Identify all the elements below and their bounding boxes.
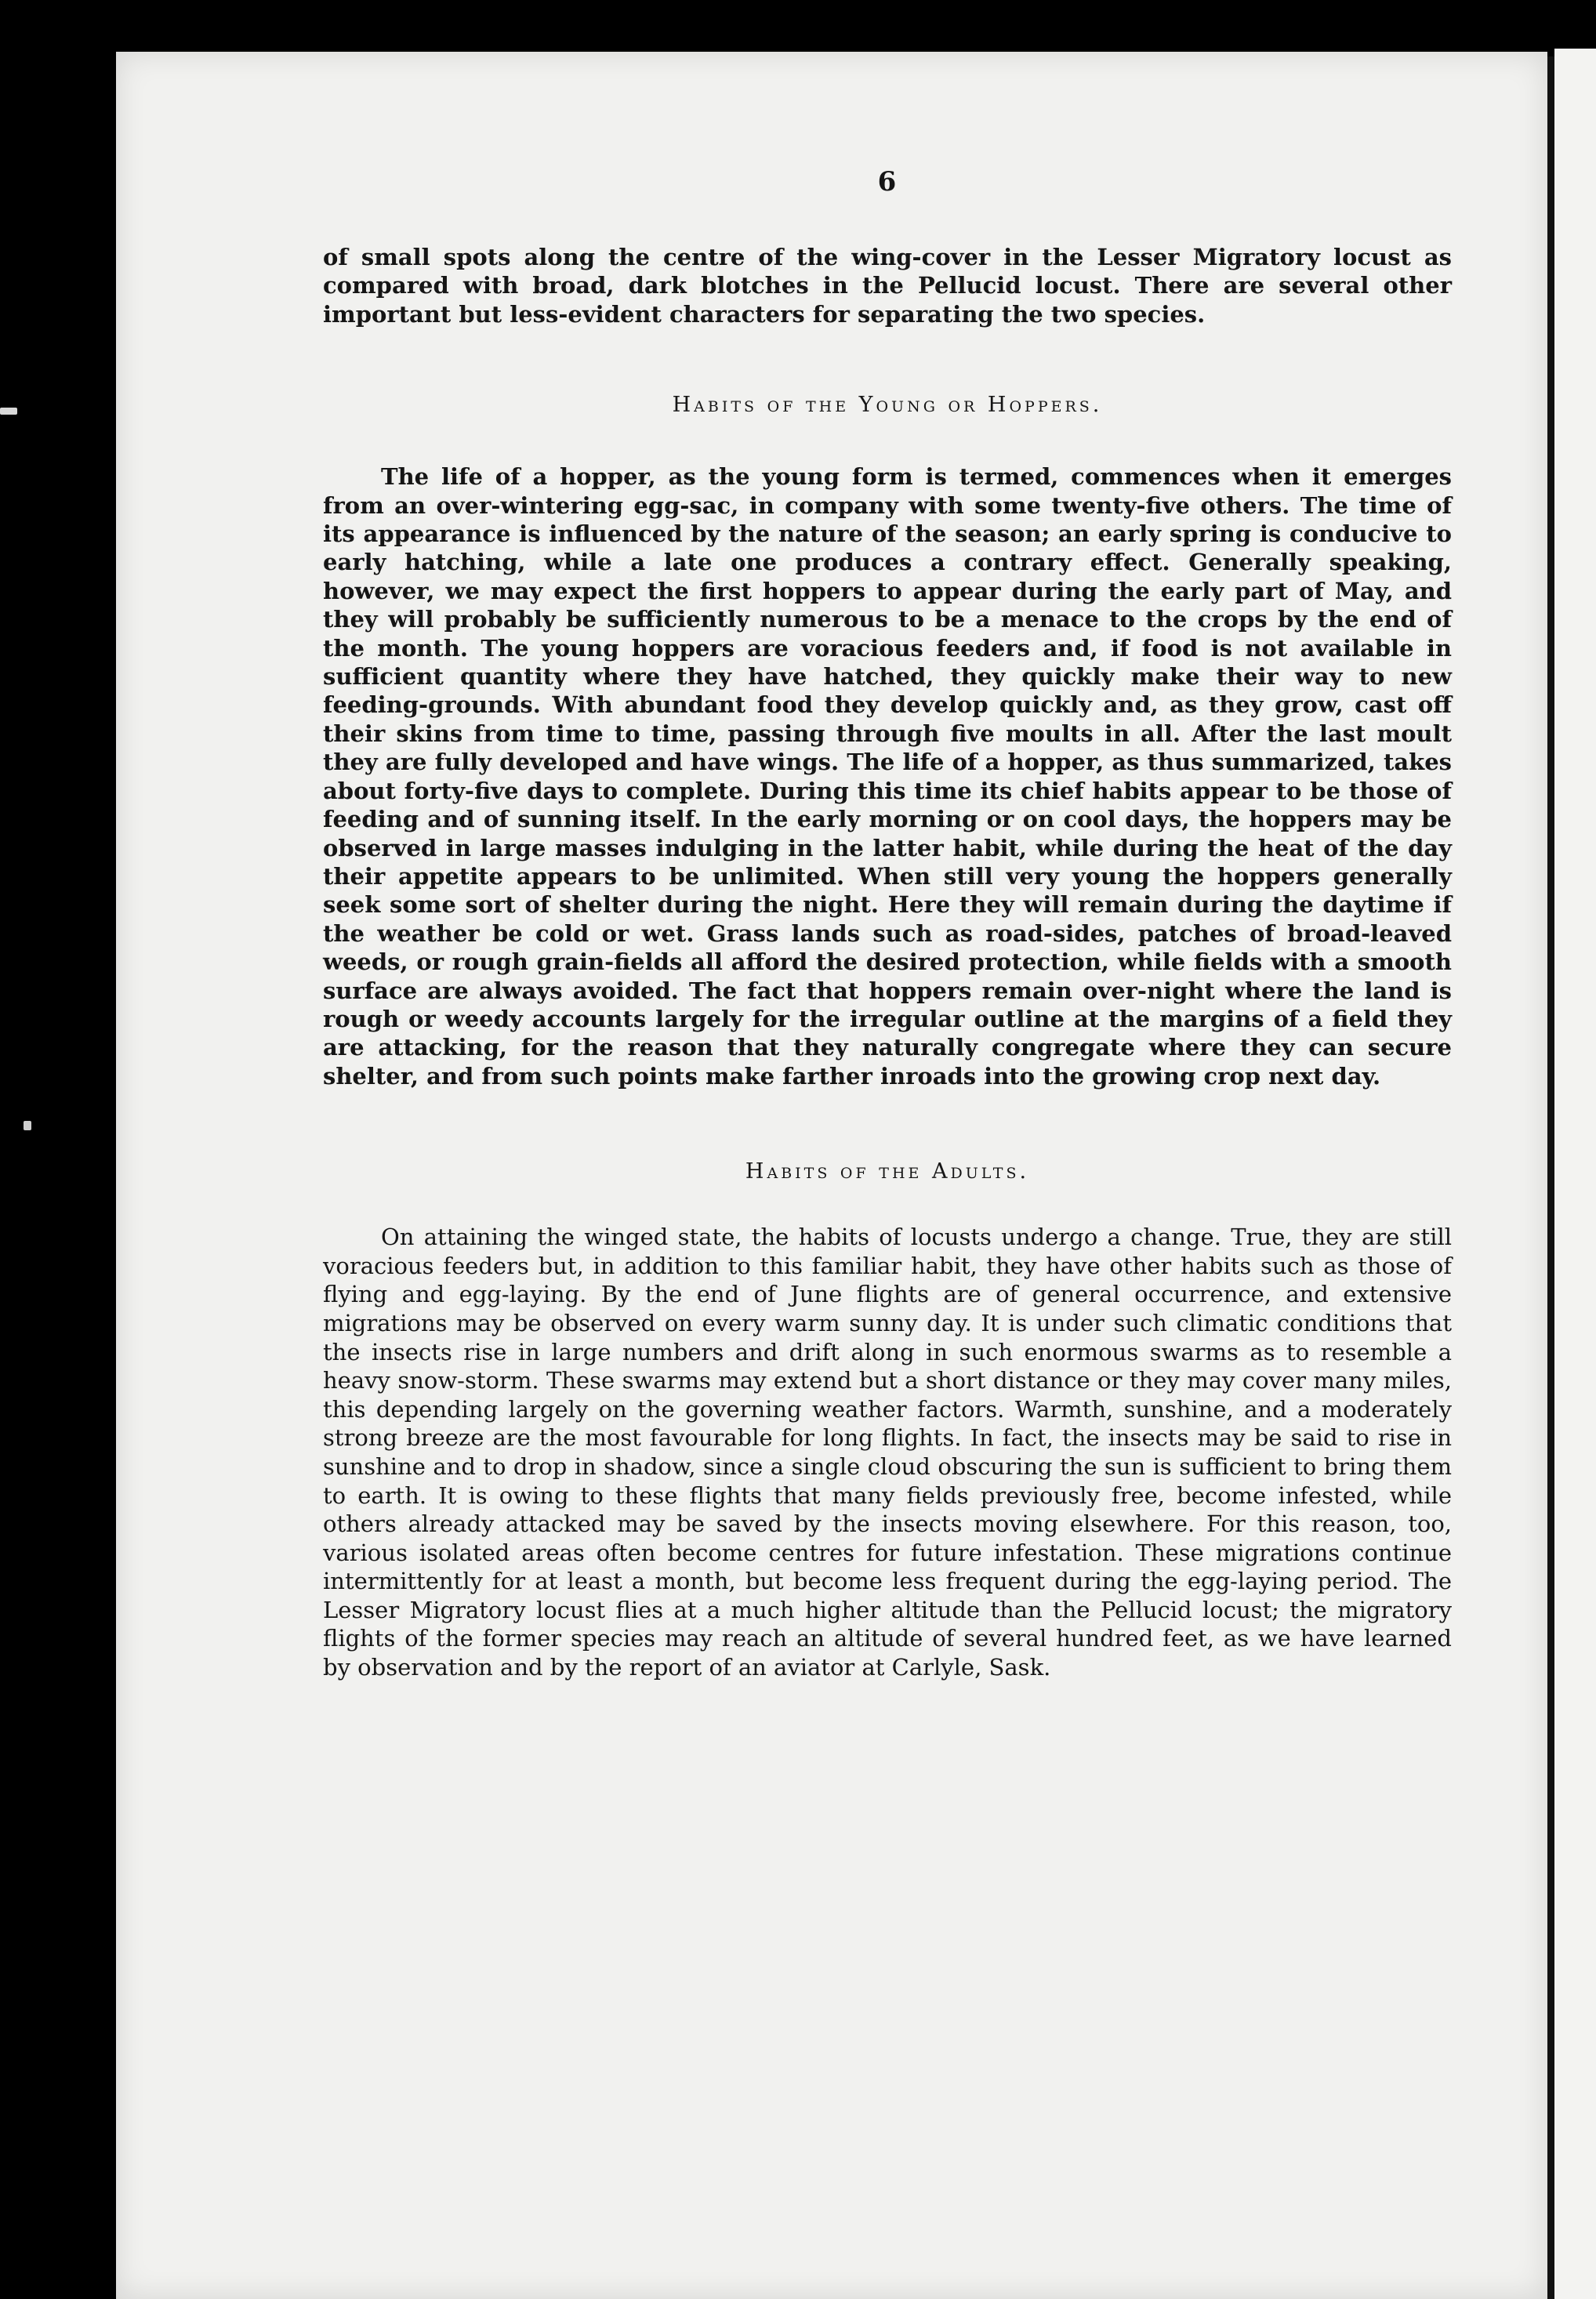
hoppers-paragraph: The life of a hopper, as the young form is termed, commences when it emerges from an over-wintering egg-sac, in company with some twenty-five others. The time of its appearance is influenced by the nature of the season; an early spring is conducive to early hatching, while a late one produces a contrary effect. Generally speaking, however, we may expect the first hoppers to appear during the early part of May, and they will probably be sufficiently numerous to be a menace to the crops by the end of the month. The young hoppers are voracious feeders and, if food is not available in sufficient quantity where they have hatched, they quickly make their way to new feeding-grounds. With abundant food they develop quickly and, as they grow, cast off their skins from time to time, passing through five moults in all. After the last moult they are fully developed and have wings. The life of a hopper, as thus summarized, takes about forty-five days to complete. During this time its chief habits appear to be those of feeding and of sunning itself. In the early morning or on cool days, the hoppers may be observed in large masses indulging in the latter habit, while during the heat of the day their appetite appears to be unlimited. When still very young the hoppers generally seek some sort of shelter during the night. Here they will remain during the daytime if the weather be cold or wet. Grass lands such as road-sides, patches of broad-leaved weeds, or rough grain-fields all afford the desired protection, while fields with a smooth surface are always avoided. The fact that hoppers remain over-night where the land is rough or weedy accounts largely for the irregular outline at the margins of a field they are attacking, for the reason that they naturally congregate where they can secure shelter, and from such points make farther inroads into the growing crop next day. bbox=[323, 463, 1452, 1090]
page-gutter bbox=[1547, 56, 1554, 2299]
page-content bbox=[323, 166, 1452, 1682]
adults-paragraph: On attaining the winged state, the habits of locusts undergo a change. True, they are still voracious feeders but, in addition to this familiar habit, they have other habits such as those of flying and egg-laying. By the end of June flights are of general occurrence, and extensive migrations may be observed on every warm sunny day. It is under such climatic conditions that the insects rise in large numbers and drift along in such enormous swarms as to resemble a heavy snow-storm. These swarms may extend but a short distance or they may cover many miles, this depending largely on the governing weather factors. Warmth, sunshine, and a moderately strong breeze are the most favourable for long flights. In fact, the insects may be said to rise in sunshine and to drop in shadow, since a single cloud obscuring the sun is sufficient to bring them to earth. It is owing to these flights that many fields previously free, become infested, while others already attacked may be saved by the insects moving elsewhere. For this reason, too, various isolated areas often become centres for future infestation. These migrations continue intermittently for at least a month, but become less frequent during the egg-laying period. The Lesser Migratory locust flies at a much higher altitude than the Pellucid locust; the migratory flights of the former species may reach an altitude of several hundred feet, as we have learned by observation and by the report of an aviator at Carlyle, Sask. bbox=[323, 1224, 1452, 1681]
section-heading-hoppers: Habits of the Young or Hoppers. bbox=[672, 393, 1103, 418]
intro-paragraph: of small spots along the centre of the wing-cover in the Lesser Migratory locust as compared with broad, dark blotches in the Pellucid locust. There are several other important but less-evident characters for separating the two species. bbox=[323, 244, 1452, 328]
page-number: 6 bbox=[877, 166, 898, 198]
scan-speck bbox=[24, 1121, 31, 1130]
adjacent-page-edge bbox=[1554, 49, 1596, 2299]
scan-speck bbox=[0, 408, 17, 415]
section-heading-adults: Habits of the Adults. bbox=[745, 1159, 1030, 1184]
